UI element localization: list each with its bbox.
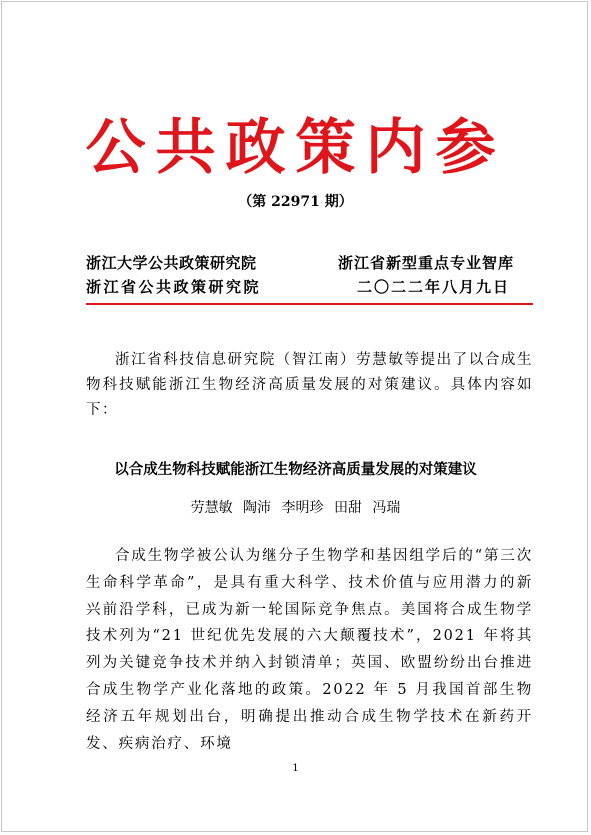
body-paragraph: 合成生物学被公认为继分子生物学和基因组学后的“第三次生命科学革命”，是具有重大科学、技术价值与应用潜力的新兴前沿学科，已成为新一轮国际竞争焦点。美国将合成生物学技术列为“21 世纪优先发展的六大颠覆技术”，2021 年将其列为关键竞争技术并纳入封锁清单；英国、欧盟纷纷出台推进合成生物学产业化落地的政策。2022 年 5 月我国首部生物经济五年规划出台，明确提出推动合成生物学技术在新药开发、疾病治疗、环境 (86, 548, 533, 752)
page-number: 1 (292, 763, 299, 774)
publisher-zju: 浙江大学公共政策研究院 (86, 254, 257, 272)
think-tank-label: 浙江省新型重点专业智库 (338, 254, 515, 272)
author-name: 陶沛 (243, 500, 272, 516)
author-name: 劳慧敏 (190, 500, 233, 516)
author-name: 田甜 (333, 500, 362, 516)
author-name: 冯瑞 (372, 500, 401, 516)
header-divider (86, 303, 533, 305)
issue-date: 二〇二二年八月九日 (357, 278, 511, 296)
publisher-zj: 浙江省公共政策研究院 (86, 278, 262, 296)
article-title: 以合成生物科技赋能浙江生物经济高质量发展的对策建议 (114, 462, 477, 478)
intro-paragraph: 浙江省科技信息研究院（智江南）劳慧敏等提出了以合成生物科技赋能浙江生物经济高质量发展的对策建议。具体内容如下： (86, 352, 533, 418)
issue-number: （第 22971 期） (238, 194, 353, 210)
masthead-title: 公共政策内参 (85, 113, 506, 183)
author-name: 李明珍 (281, 500, 324, 516)
author-list (0, 497, 591, 519)
